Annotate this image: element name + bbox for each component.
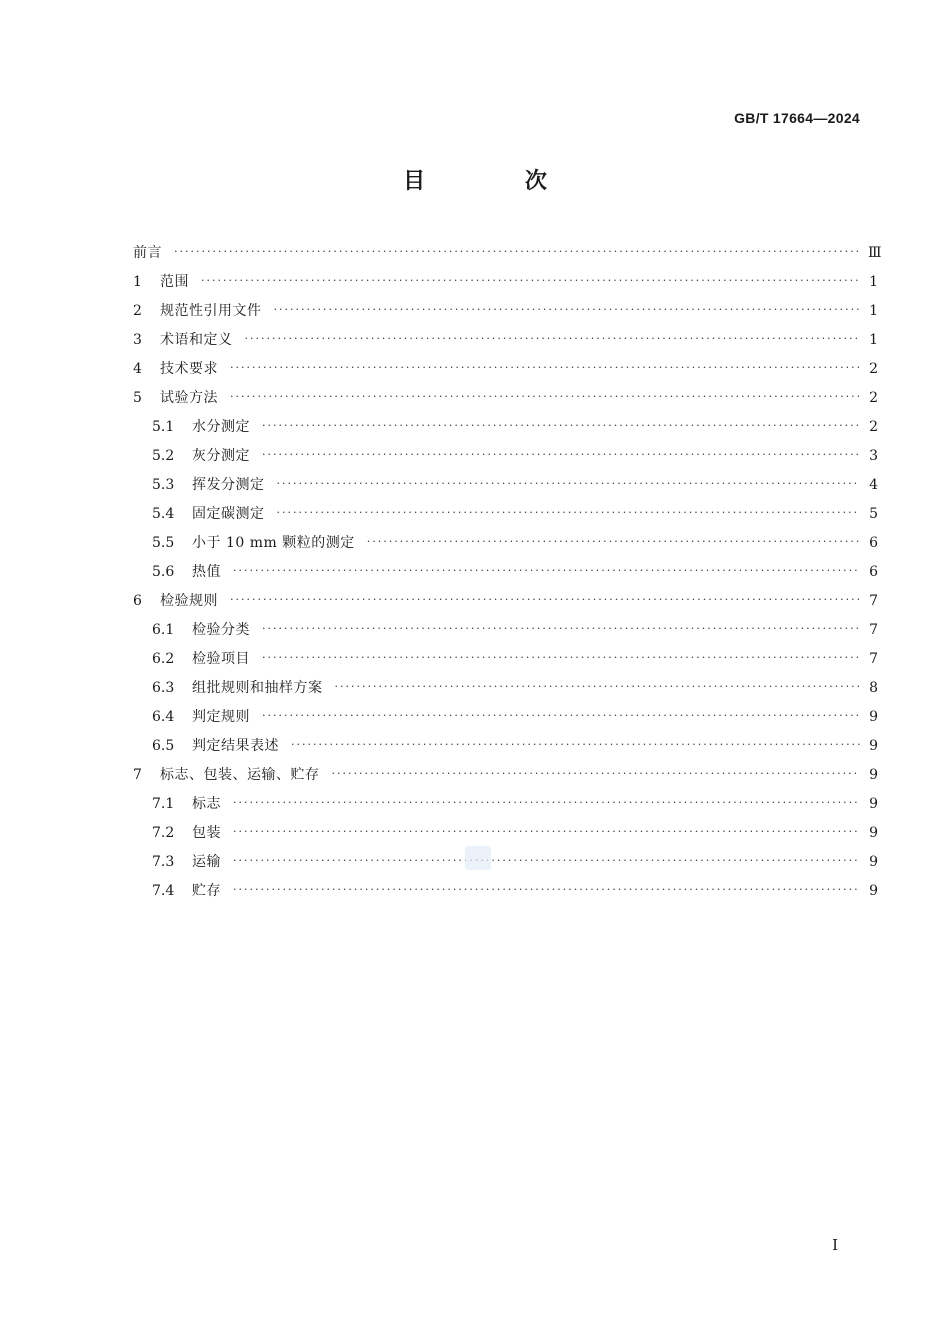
toc-dot-leader <box>233 788 860 817</box>
toc-entry[interactable] <box>133 239 882 268</box>
toc-entry-page: 3 <box>869 448 878 464</box>
toc-dot-leader <box>201 266 860 295</box>
toc-entry[interactable] <box>133 558 878 587</box>
toc-dot-leader <box>262 614 860 643</box>
toc-entry[interactable] <box>133 819 878 848</box>
toc-dot-leader <box>245 324 861 353</box>
toc-entry-number: 5.4 <box>152 506 175 522</box>
toc-entry-label: 热值 <box>192 564 221 580</box>
toc-dot-leader <box>367 527 860 556</box>
toc-entry-label: 标志 <box>192 796 221 812</box>
watermark-icon <box>465 846 491 870</box>
toc-entry[interactable] <box>133 413 878 442</box>
toc-entry-number: 5.3 <box>152 477 175 493</box>
toc-entry-page: 9 <box>869 709 878 725</box>
toc-entry-page: 9 <box>869 825 878 841</box>
toc-entry-number: 7.2 <box>152 825 175 841</box>
toc-entry-number: 7.3 <box>152 854 175 870</box>
toc-entry-label: 规范性引用文件 <box>160 303 262 319</box>
toc-dot-leader <box>291 730 860 759</box>
toc-dot-leader <box>274 295 861 324</box>
toc-entry-number: 7 <box>133 767 142 783</box>
toc-entry-number: 1 <box>133 274 142 290</box>
toc-entry-label: 范围 <box>160 274 189 290</box>
toc-entry[interactable] <box>133 297 878 326</box>
toc-entry-label: 术语和定义 <box>160 332 233 348</box>
toc-entry-label: 固定碳测定 <box>192 506 265 522</box>
toc-entry-number: 6.4 <box>152 709 175 725</box>
toc-entry-label: 运输 <box>192 854 221 870</box>
toc-entry[interactable] <box>133 471 878 500</box>
toc-dot-leader <box>230 585 860 614</box>
toc-entry-number: 5.6 <box>152 564 175 580</box>
toc-dot-leader <box>233 817 860 846</box>
table-of-contents <box>133 239 882 906</box>
standard-code: GB/T 17664—2024 <box>734 110 860 126</box>
page-number: Ⅰ <box>832 1236 838 1254</box>
toc-entry-label: 水分测定 <box>192 419 250 435</box>
toc-entry-page: 9 <box>869 796 878 812</box>
toc-entry-page: 9 <box>869 767 878 783</box>
toc-entry[interactable] <box>133 761 878 790</box>
toc-entry-label: 技术要求 <box>160 361 218 377</box>
toc-entry-number: 6.5 <box>152 738 175 754</box>
toc-entry-label: 前言 <box>133 245 162 261</box>
toc-dot-leader <box>262 440 860 469</box>
toc-entry[interactable] <box>133 587 878 616</box>
toc-entry[interactable] <box>133 848 878 877</box>
toc-entry-page: 2 <box>869 419 878 435</box>
toc-entry[interactable] <box>133 790 878 819</box>
toc-entry-page: 5 <box>869 506 878 522</box>
toc-entry-number: 6.3 <box>152 680 175 696</box>
toc-entry-number: 5 <box>133 390 142 406</box>
toc-entry-page: 1 <box>869 274 878 290</box>
toc-entry[interactable] <box>133 384 878 413</box>
toc-dot-leader <box>335 672 861 701</box>
toc-entry-number: 6 <box>133 593 142 609</box>
toc-entry-label: 贮存 <box>192 883 221 899</box>
toc-dot-leader <box>233 846 860 875</box>
toc-entry-page: 6 <box>869 564 878 580</box>
toc-dot-leader <box>230 382 860 411</box>
toc-dot-leader <box>277 498 861 527</box>
toc-entry-page: 9 <box>869 883 878 899</box>
toc-entry-label: 判定结果表述 <box>192 738 279 754</box>
toc-dot-leader <box>332 759 861 788</box>
toc-entry-number: 3 <box>133 332 142 348</box>
toc-dot-leader <box>262 701 860 730</box>
toc-dot-leader <box>233 875 860 904</box>
toc-entry[interactable] <box>133 616 878 645</box>
toc-entry-page: 2 <box>869 390 878 406</box>
toc-entry[interactable] <box>133 674 878 703</box>
toc-entry[interactable] <box>133 268 878 297</box>
toc-entry-label: 挥发分测定 <box>192 477 265 493</box>
toc-entry[interactable] <box>133 732 878 761</box>
toc-entry-label: 标志、包装、运输、贮存 <box>160 767 320 783</box>
toc-entry-number: 6.1 <box>152 622 175 638</box>
toc-entry[interactable] <box>133 442 878 471</box>
toc-entry-page: 8 <box>869 680 878 696</box>
toc-entry-page: 1 <box>869 303 878 319</box>
toc-entry-number: 5.2 <box>152 448 175 464</box>
toc-entry-number: 5.5 <box>152 535 175 551</box>
toc-entry-page: 2 <box>869 361 878 377</box>
page-title: 目 次 <box>403 169 593 194</box>
toc-entry-page: 4 <box>869 477 878 493</box>
toc-entry-label: 检验项目 <box>192 651 250 667</box>
toc-entry[interactable] <box>133 645 878 674</box>
toc-dot-leader <box>262 411 860 440</box>
toc-entry-number: 5.1 <box>152 419 175 435</box>
toc-entry-label: 包装 <box>192 825 221 841</box>
toc-entry-label: 检验规则 <box>160 593 218 609</box>
toc-entry-page: 7 <box>869 651 878 667</box>
toc-entry[interactable] <box>133 355 878 384</box>
toc-dot-leader <box>233 556 860 585</box>
toc-entry-number: 7.4 <box>152 883 175 899</box>
toc-entry-page: 7 <box>869 622 878 638</box>
toc-dot-leader <box>174 237 860 266</box>
toc-entry-page: Ⅲ <box>868 245 882 261</box>
toc-entry-label: 试验方法 <box>160 390 218 406</box>
toc-entry-label: 灰分测定 <box>192 448 250 464</box>
toc-entry[interactable] <box>133 500 878 529</box>
toc-entry[interactable] <box>133 703 878 732</box>
toc-entry[interactable] <box>133 529 878 558</box>
toc-entry-page: 6 <box>869 535 878 551</box>
toc-entry-page: 1 <box>869 332 878 348</box>
toc-entry-label: 组批规则和抽样方案 <box>192 680 323 696</box>
toc-entry-label: 小于 10 mm 颗粒的测定 <box>192 535 355 551</box>
toc-entry-number: 4 <box>133 361 142 377</box>
toc-entry[interactable] <box>133 326 878 355</box>
toc-dot-leader <box>277 469 861 498</box>
toc-entry-number: 7.1 <box>152 796 175 812</box>
toc-entry-page: 9 <box>869 854 878 870</box>
toc-entry-label: 检验分类 <box>192 622 250 638</box>
toc-entry-number: 6.2 <box>152 651 175 667</box>
toc-entry-page: 9 <box>869 738 878 754</box>
toc-entry-page: 7 <box>869 593 878 609</box>
toc-dot-leader <box>230 353 860 382</box>
toc-entry[interactable] <box>133 877 878 906</box>
toc-dot-leader <box>262 643 860 672</box>
toc-entry-label: 判定规则 <box>192 709 250 725</box>
toc-entry-number: 2 <box>133 303 142 319</box>
